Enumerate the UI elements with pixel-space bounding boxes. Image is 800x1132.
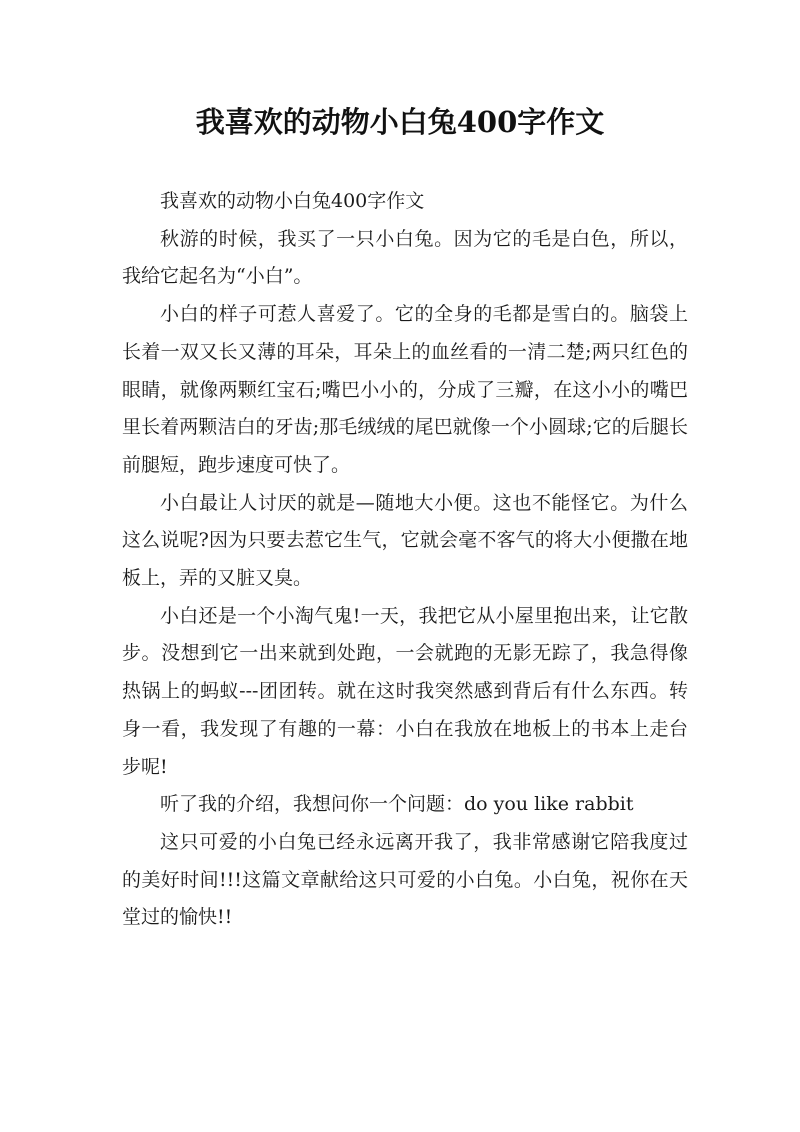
paragraph-annoying-habit: 小白最让人讨厌的就是—随地大小便。这也不能怪它。为什么这么说呢?因为只要去惹它生气，它就会毫不客气的将大小便撒在地板上，弄的又脏又臭。: [122, 491, 688, 590]
document-title: 我喜欢的动物小白兔400字作文: [195, 105, 605, 139]
paragraph-question: 听了我的介绍，我想问你一个问题：do you like rabbit: [160, 793, 634, 816]
paragraph-naughty: 小白还是一个小淘气鬼!一天，我把它从小屋里抱出来，让它散步。没想到它一出来就到处跑，一会就跑的无影无踪了，我急得像热锅上的蚂蚁---团团转。就在这时我突然感到背后有什么东西。转身一看，我发现了有趣的一幕：小白在我放在地板上的书本上走台步呢!: [122, 604, 688, 778]
paragraph-autumn-trip: 秋游的时候，我买了一只小白兔。因为它的毛是白色，所以，我给它起名为“小白”。: [122, 227, 688, 288]
paragraph-heading-repeat: 我喜欢的动物小白兔400字作文: [160, 190, 425, 212]
paragraph-farewell: 这只可爱的小白兔已经永远离开我了，我非常感谢它陪我度过的美好时间!!!这篇文章献给这只可爱的小白兔。小白兔，祝你在天堂过的愉快!!: [122, 830, 688, 929]
paragraph-appearance: 小白的样子可惹人喜爱了。它的全身的毛都是雪白的。脑袋上长着一双又长又薄的耳朵，耳朵上的血丝看的一清二楚;两只红色的眼睛，就像两颗红宝石;嘴巴小小的，分成了三瓣，在这小小的嘴巴里长着两颗洁白的牙齿;那毛绒绒的尾巴就像一个小圆球;它的后腿长前腿短，跑步速度可快了。: [122, 303, 688, 476]
document-body: [122, 183, 688, 937]
